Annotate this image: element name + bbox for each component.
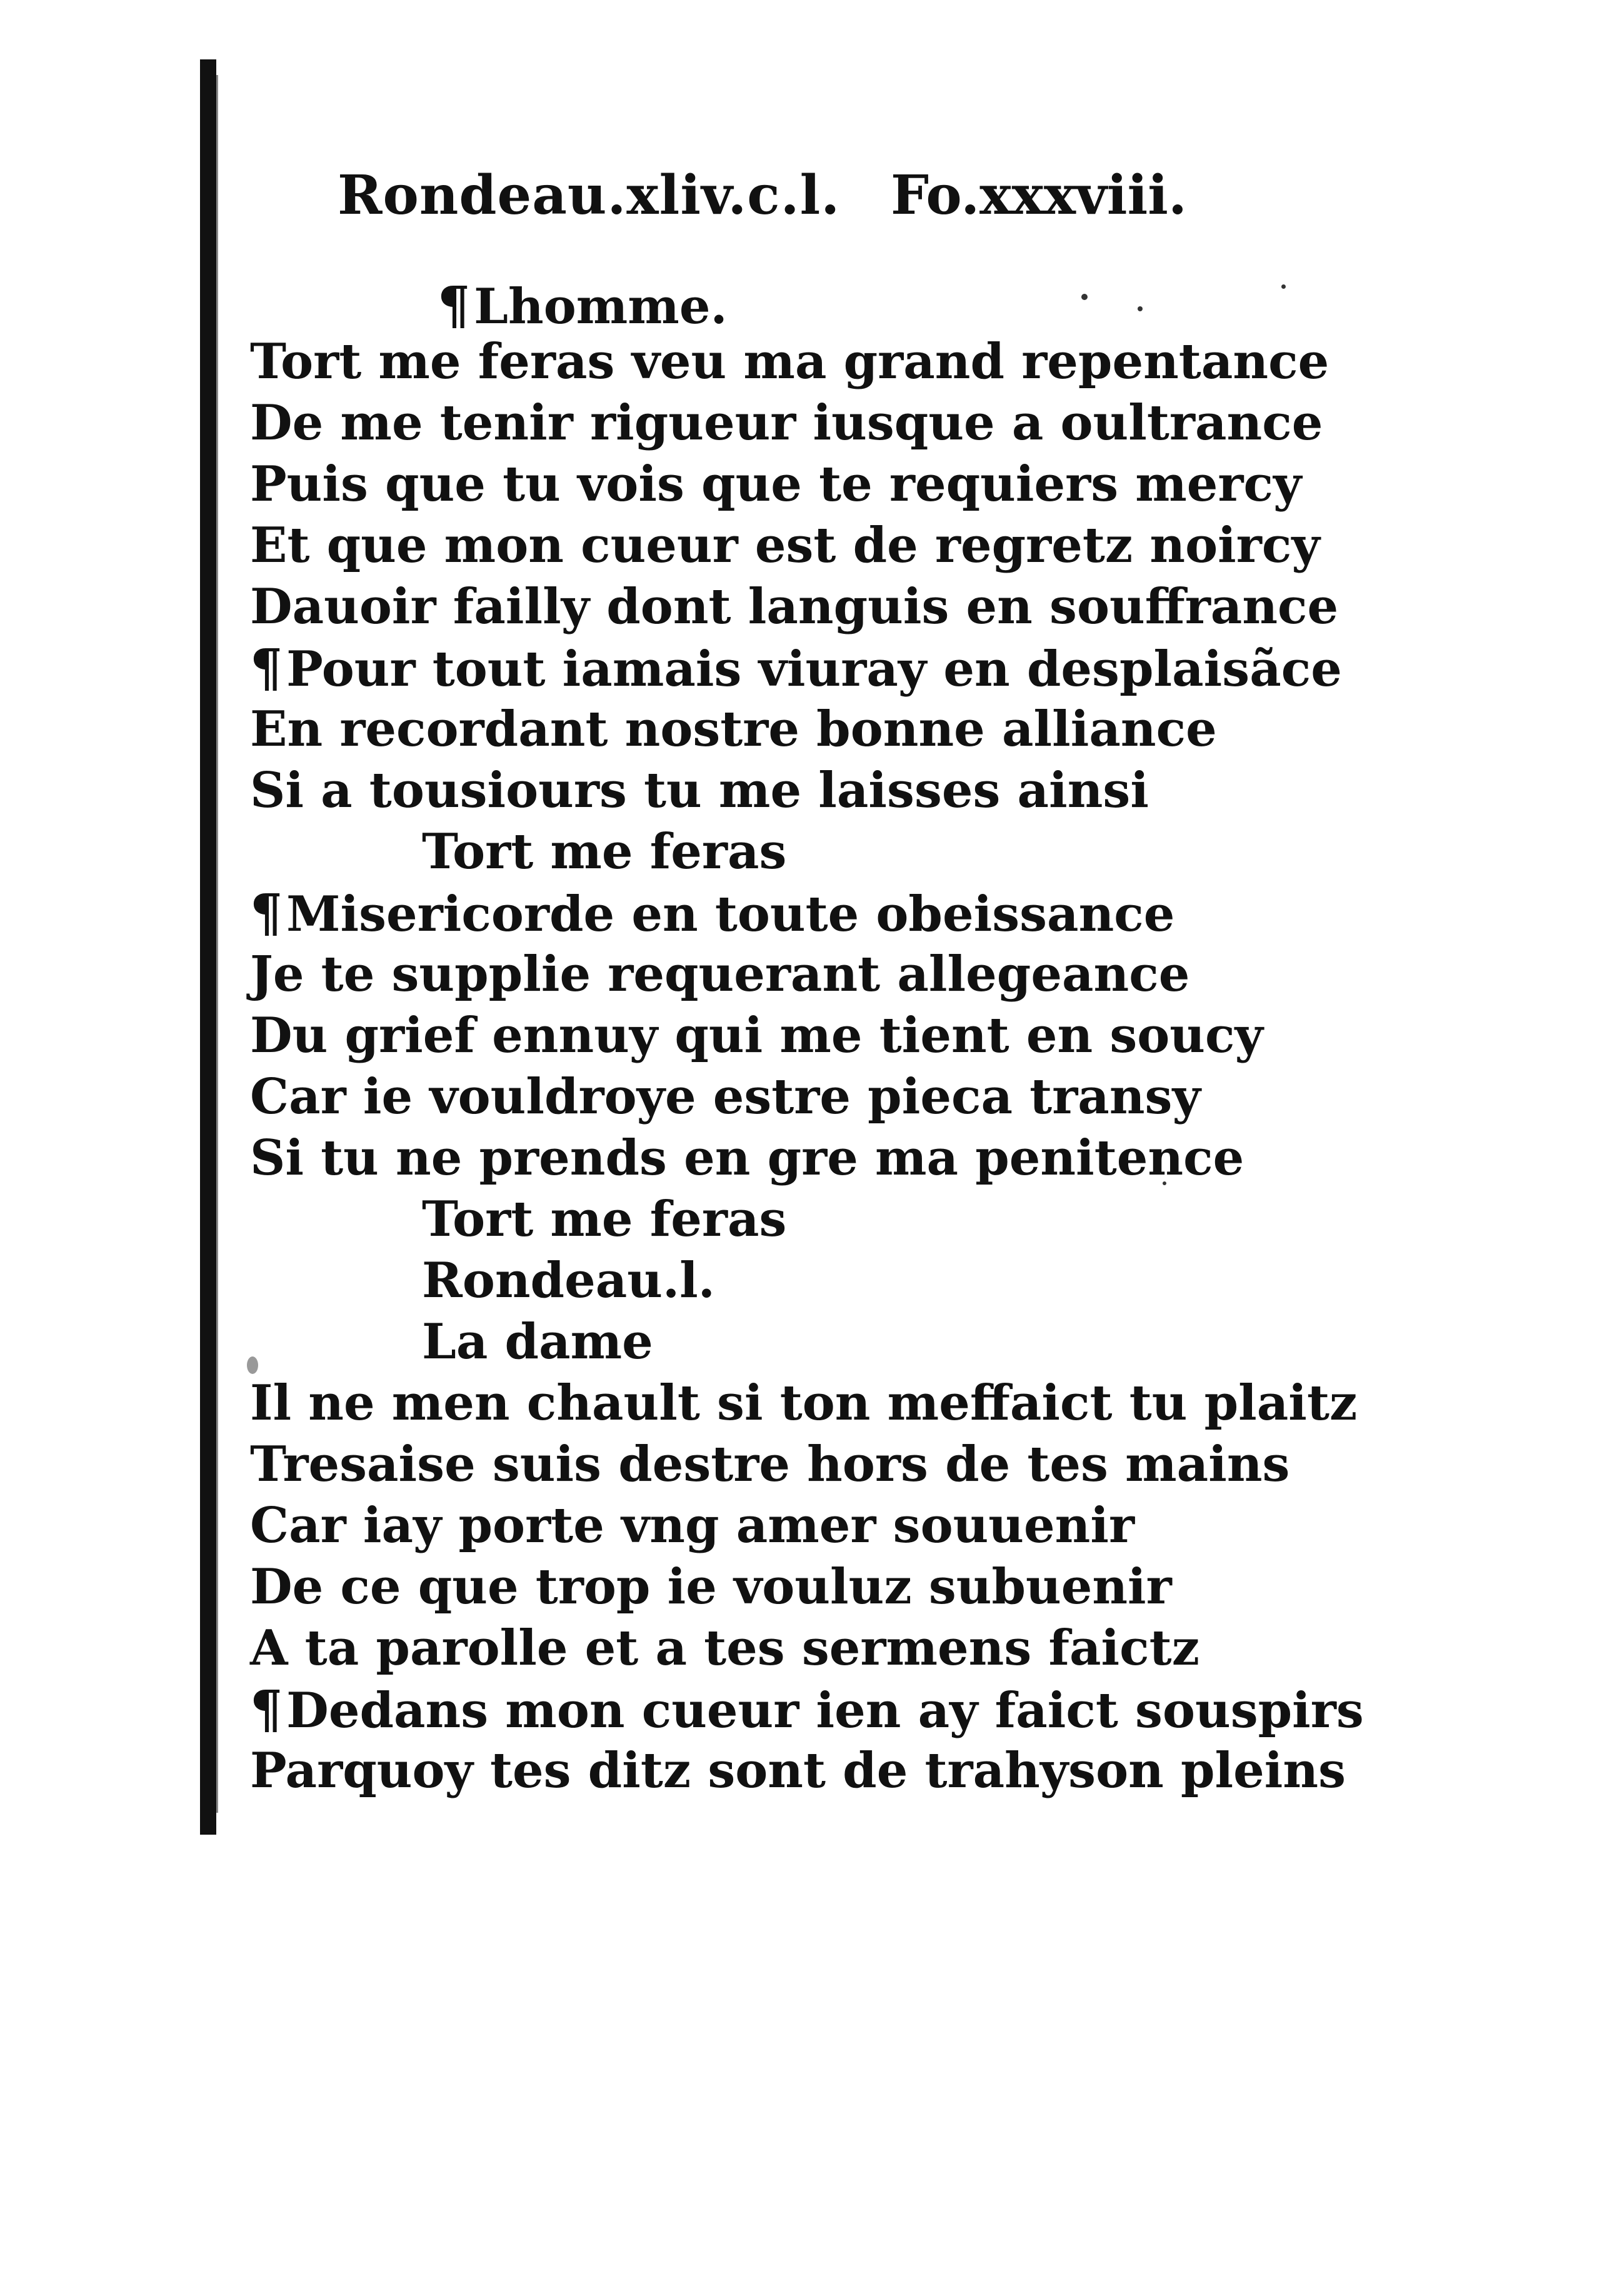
speck — [1081, 294, 1088, 300]
refrain-line: Tort me feras — [422, 823, 787, 880]
running-title: Rondeau.xliv.c.l. — [338, 164, 841, 227]
speaker-label: Lhomme. — [474, 278, 728, 335]
verse-line: De me tenir rigueur iusque a oultrance — [250, 394, 1323, 451]
verse-line: Car iay porte vng amer souuenir — [250, 1497, 1135, 1554]
speck — [247, 1356, 258, 1374]
verse-line: Et que mon cueur est de regretz noircy — [250, 517, 1320, 574]
verse-text: Pour tout iamais viuray en desplaisãce — [286, 641, 1342, 698]
pilcrow-icon: ¶ — [250, 638, 283, 698]
verse-line: Puis que tu vois que te requiers mercy — [250, 456, 1302, 513]
verse-text: Dedans mon cueur ien ay faict souspirs — [286, 1682, 1364, 1739]
verse-line: A ta parolle et a tes sermens faictz — [250, 1620, 1199, 1677]
speaker-heading — [438, 275, 728, 336]
verse-line — [250, 883, 1174, 944]
refrain-line: Tort me feras — [422, 1191, 787, 1248]
verse-line: Tresaise suis destre hors de tes mains — [250, 1436, 1290, 1493]
verse-line — [250, 638, 1342, 699]
pilcrow-icon: ¶ — [250, 883, 283, 943]
page-edge-shadow — [200, 59, 216, 1835]
folio-number: Fo.xxxviii. — [891, 164, 1187, 227]
verse-line: Je te supplie requerant allegeance — [250, 946, 1190, 1003]
page-edge-line — [216, 75, 218, 1813]
pilcrow-icon: ¶ — [438, 276, 471, 336]
speck — [1281, 284, 1286, 289]
pilcrow-icon: ¶ — [250, 1680, 283, 1740]
verse-line — [250, 1679, 1364, 1740]
verse-line: Il ne men chault si ton meffaict tu plaitz — [250, 1375, 1358, 1431]
verse-line: Dauoir failly dont languis en souffrance — [250, 578, 1339, 635]
verse-line: Du grief ennuy qui me tient en soucy — [250, 1007, 1263, 1064]
verse-line: Si a tousiours tu me laisses ainsi — [250, 762, 1149, 819]
verse-line: Si tu ne prends en gre ma penitence — [250, 1130, 1244, 1186]
verse-line: Tort me feras veu ma grand repentance — [250, 333, 1329, 390]
speck — [1138, 306, 1143, 311]
verse-line: Car ie vouldroye estre pieca transy — [250, 1068, 1201, 1125]
verse-line: Parquoy tes ditz sont de trahyson pleins — [250, 1742, 1346, 1799]
section-title: Rondeau.l. — [422, 1252, 715, 1309]
verse-text: Misericorde en toute obeissance — [286, 886, 1175, 943]
verse-line: De ce que trop ie vouluz subuenir — [250, 1558, 1172, 1615]
verse-line: En recordant nostre bonne alliance — [250, 701, 1217, 758]
speaker-heading: La dame — [422, 1313, 653, 1370]
